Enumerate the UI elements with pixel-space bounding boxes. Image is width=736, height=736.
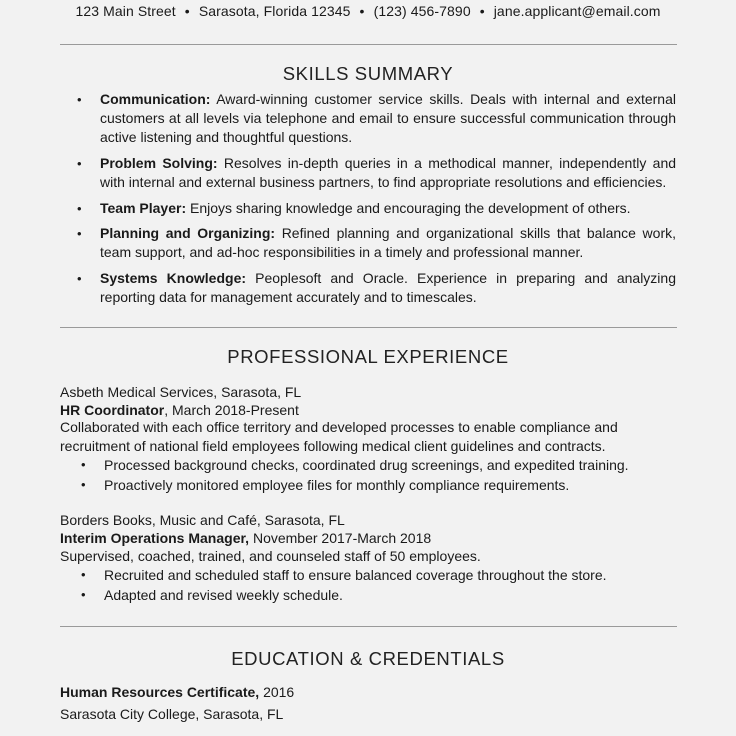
credential-line <box>60 682 680 702</box>
job-bullet <box>81 565 684 585</box>
contact-separator: • <box>184 3 190 19</box>
skills-list <box>77 90 677 314</box>
skill-text: Award-winning customer service skills. Deals with internal and external customers at all levels via telephone and email to ensure successful communication through active listening and thoughtful questions. <box>100 91 676 145</box>
bullet-glyph: • <box>81 567 86 582</box>
job-title: HR Coordinator <box>60 402 165 418</box>
bullet-glyph: • <box>81 587 86 602</box>
contact-phone: (123) 456-7890 <box>373 3 471 19</box>
job-bullet <box>81 475 684 495</box>
skill-label: Problem Solving: <box>100 155 218 171</box>
job-bullets <box>81 455 684 495</box>
bullet-glyph: • <box>77 271 82 286</box>
skill-item <box>77 199 676 218</box>
contact-city: Sarasota, Florida 12345 <box>198 3 351 19</box>
skill-text: Refined planning and organizational skills that balance work, team support, and ad-hoc responsibilities in a timely and professional manner. <box>100 225 677 260</box>
job-employer: Borders Books, Music and Café, Sarasota, FL <box>60 512 345 528</box>
job-summary: Supervised, coached, trained, and counseled staff of 50 employees. <box>60 548 481 564</box>
bullet-glyph: • <box>77 226 82 241</box>
bullet-glyph: • <box>81 477 86 492</box>
skill-label: Team Player: <box>100 200 187 216</box>
experience-heading: PROFESSIONAL EXPERIENCE <box>227 346 509 367</box>
bullet-glyph: • <box>77 156 82 171</box>
school-name: Sarasota City College, Sarasota, FL <box>60 706 284 722</box>
job-bullet-text: Recruited and scheduled staff to ensure balanced coverage throughout the store. <box>104 567 607 583</box>
job-dates: November 2017-March 2018 <box>249 530 432 546</box>
skill-text: Resolves in-depth queries in a methodical manner, independently and with internal and external business partners, to find appropriate resolutions and efficiencies. <box>100 155 677 190</box>
job-bullets <box>81 565 684 605</box>
contact-street: 123 Main Street <box>75 3 176 19</box>
job-bullet-text: Adapted and revised weekly schedule. <box>104 587 343 603</box>
skill-item <box>77 90 676 147</box>
bullet-glyph: • <box>77 201 82 216</box>
credential-year: 2016 <box>259 684 295 700</box>
job-dates: , March 2018-Present <box>164 402 299 418</box>
job-bullet <box>81 585 684 605</box>
skill-label: Systems Knowledge: <box>100 270 247 286</box>
job-bullet-text: Processed background checks, coordinated drug screenings, and expedited training. <box>104 457 629 473</box>
bullet-glyph: • <box>81 457 86 472</box>
skill-text: Peoplesoft and Oracle. Experience in preparing and analyzing reporting data for management accurately and to timescales. <box>100 270 676 305</box>
job-summary: Collaborated with each office territory and developed processes to enable compliance and recruitment of national field employees following medical client guidelines and contracts. <box>60 419 618 454</box>
section-divider <box>60 44 677 45</box>
skill-item <box>77 154 677 192</box>
credential-name: Human Resources Certificate, <box>60 684 260 700</box>
job-title-line <box>60 400 680 420</box>
section-divider <box>60 327 677 328</box>
job-employer: Asbeth Medical Services, Sarasota, FL <box>60 384 302 400</box>
skill-text: Enjoys sharing knowledge and encouraging the development of others. <box>190 200 631 216</box>
job-bullet <box>81 455 684 475</box>
job-title: Interim Operations Manager, <box>60 530 250 546</box>
skill-item <box>77 269 676 307</box>
skill-item <box>77 224 677 262</box>
bullet-glyph: • <box>77 92 82 107</box>
skill-label: Planning and Organizing: <box>100 225 276 241</box>
section-divider <box>60 626 677 627</box>
education-heading: EDUCATION & CREDENTIALS <box>231 648 505 669</box>
skill-label: Communication: <box>100 91 211 107</box>
job-title-line <box>60 528 680 548</box>
job-bullet-text: Proactively monitored employee files for monthly compliance requirements. <box>104 477 570 493</box>
contact-separator: • <box>359 3 365 19</box>
contact-separator: • <box>479 3 485 19</box>
contact-line <box>0 3 736 19</box>
skills-heading: SKILLS SUMMARY <box>282 63 454 84</box>
contact-email[interactable]: jane.applicant@email.com <box>493 3 661 19</box>
